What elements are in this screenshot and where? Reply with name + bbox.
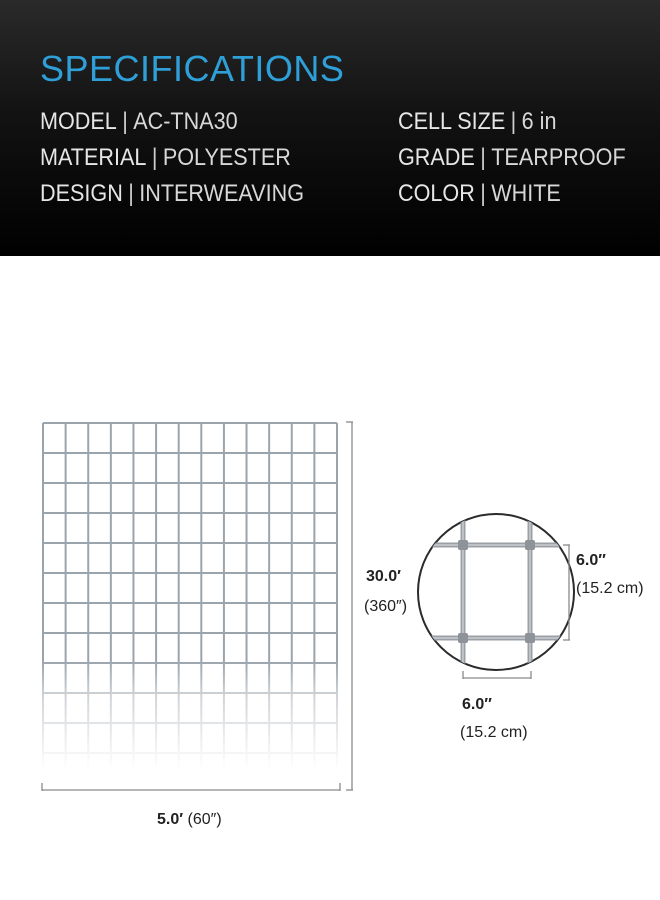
cell-height-main: 6.0″ bbox=[576, 552, 606, 569]
spec-value: 6 in bbox=[521, 108, 557, 135]
spec-label: DESIGN bbox=[40, 180, 123, 207]
length-sub: (360″) bbox=[364, 598, 408, 615]
spec-material bbox=[40, 144, 291, 172]
cell-width-bracket bbox=[463, 671, 531, 679]
cell-width-sub-label bbox=[460, 724, 528, 742]
spec-label: GRADE bbox=[398, 144, 475, 171]
width-main: 5.0′ bbox=[157, 811, 184, 828]
cell-height-sub: (15.2 cm) bbox=[576, 580, 644, 597]
spec-model bbox=[40, 108, 238, 136]
length-bracket bbox=[346, 422, 353, 790]
net-diagram bbox=[0, 256, 660, 900]
spec-grade bbox=[398, 144, 626, 172]
spec-separator: | bbox=[122, 108, 128, 135]
page-title: SPECIFICATIONS bbox=[40, 48, 345, 89]
cell-width-label bbox=[462, 696, 492, 714]
spec-label: MATERIAL bbox=[40, 144, 147, 171]
length-main: 30.0′ bbox=[366, 568, 401, 585]
cell-height-sub-label bbox=[576, 580, 644, 598]
spec-label: MODEL bbox=[40, 108, 117, 135]
spec-label: CELL SIZE bbox=[398, 108, 506, 135]
net-fade bbox=[38, 660, 344, 770]
length-label bbox=[366, 568, 401, 586]
width-sub: (60″) bbox=[187, 811, 222, 828]
spec-value: POLYESTER bbox=[162, 144, 291, 171]
spec-label: COLOR bbox=[398, 180, 475, 207]
spec-separator: | bbox=[480, 144, 486, 171]
cell-width-sub: (15.2 cm) bbox=[460, 724, 528, 741]
spec-design bbox=[40, 180, 304, 208]
spec-color bbox=[398, 180, 561, 208]
cell-detail-zoom bbox=[405, 500, 590, 685]
length-sub-label bbox=[364, 598, 407, 616]
spec-separator: | bbox=[128, 180, 134, 207]
spec-value: AC-TNA30 bbox=[133, 108, 238, 135]
spec-separator: | bbox=[510, 108, 517, 135]
spec-value: INTERWEAVING bbox=[139, 180, 305, 207]
spec-cell-size bbox=[398, 108, 556, 136]
width-label bbox=[157, 811, 222, 829]
cell-width-main: 6.0″ bbox=[462, 696, 492, 713]
width-bracket bbox=[42, 783, 340, 791]
spec-header bbox=[0, 0, 660, 256]
spec-value: WHITE bbox=[491, 180, 561, 207]
spec-separator: | bbox=[480, 180, 486, 207]
spec-separator: | bbox=[151, 144, 158, 171]
spec-value: TEARPROOF bbox=[491, 144, 626, 171]
cell-height-label bbox=[576, 552, 606, 570]
